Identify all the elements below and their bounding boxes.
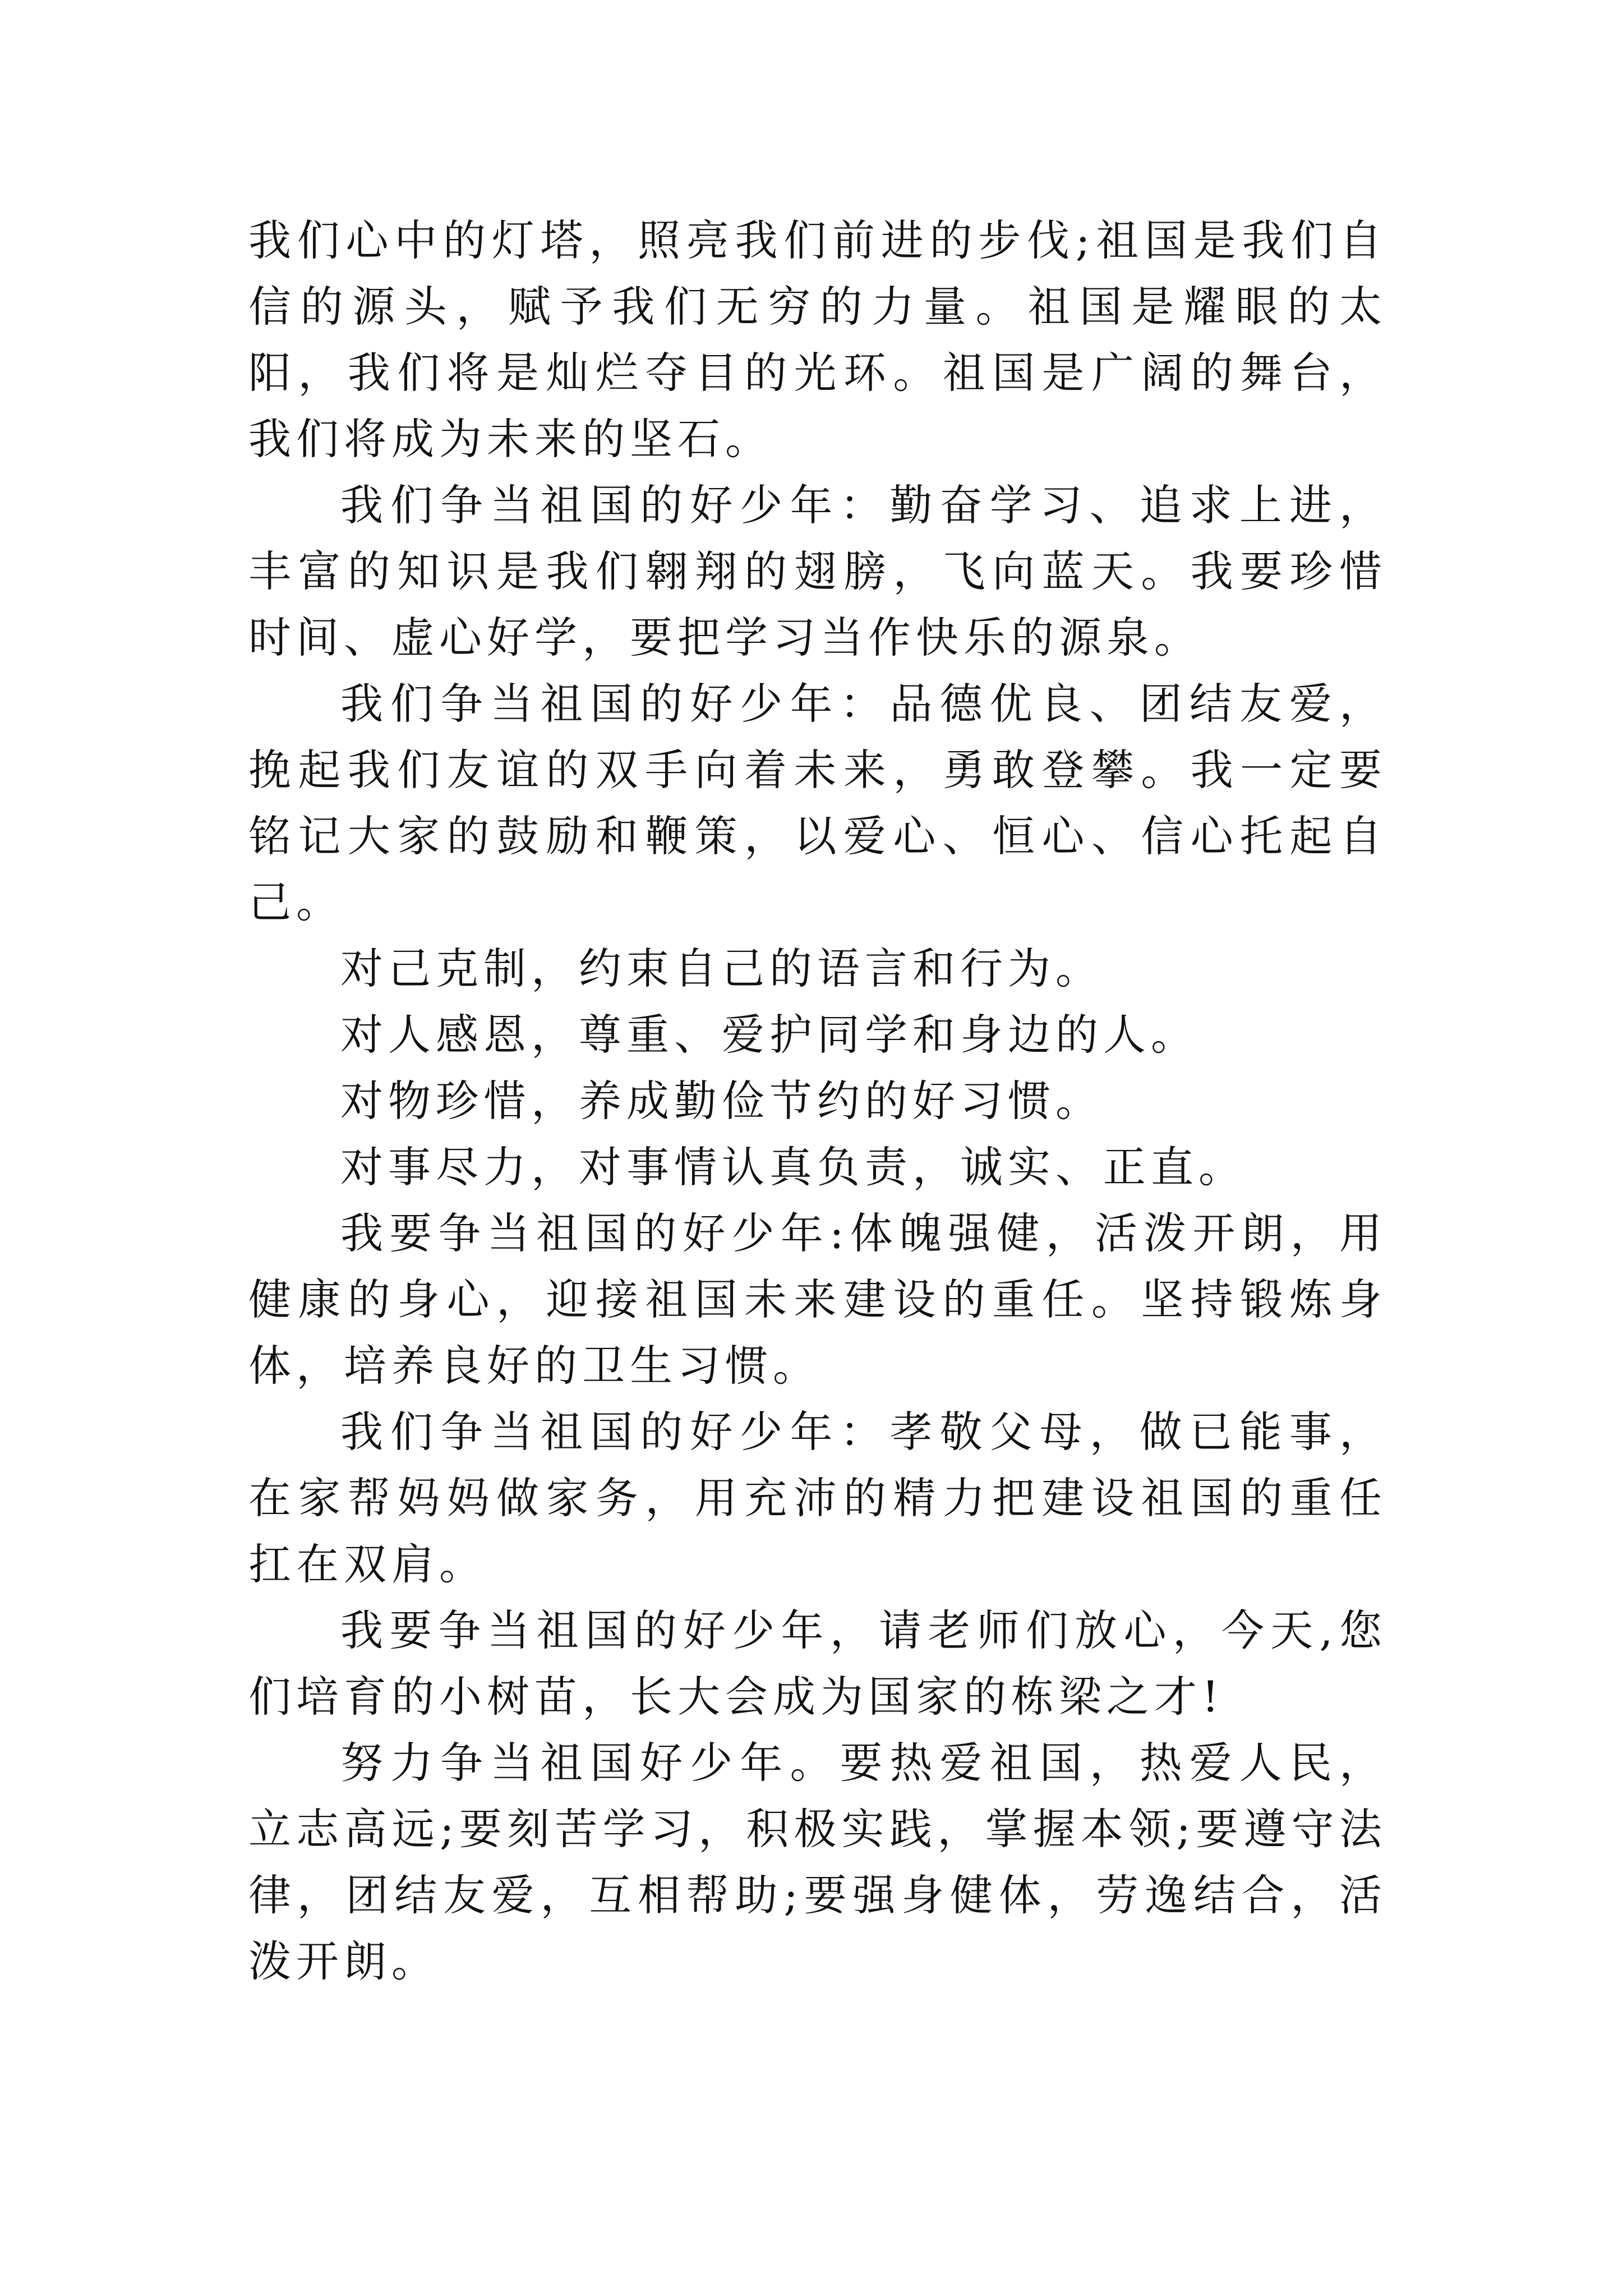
paragraph: 努力争当祖国好少年。要热爱祖国，热爱人民，立志高远;要刻苦学习，积极实践，掌握本领;要遵守法律，团结友爱，互相帮助;要强身健体，劳逸结合，活泼开朗。 (248, 1738, 1387, 1986)
paragraph: 我们争当祖国的好少年：品德优良、团结友爱，挽起我们友谊的双手向着未来，勇敢登攀。我一定要铭记大家的鼓励和鞭策，以爱心、恒心、信心托起自己。 (248, 679, 1387, 927)
paragraph: 对物珍惜，养成勤俭节约的好习惯。 (340, 1076, 1103, 1126)
paragraph: 对事尽力，对事情认真负责，诚实、正直。 (340, 1142, 1246, 1192)
paragraph-continued: 我们心中的灯塔，照亮我们前进的步伐;祖国是我们自信的源头，赋予我们无穷的力量。祖国是耀眼的太阳，我们将是灿烂夺目的光环。祖国是广阔的舞台，我们将成为未来的坚石。 (248, 215, 1387, 464)
paragraph: 我要争当祖国的好少年:体魄强健，活泼开朗，用健康的身心，迎接祖国未来建设的重任。坚持锻炼身体，培养良好的卫生习惯。 (248, 1208, 1387, 1391)
paragraph: 我要争当祖国的好少年，请老师们放心，今天,您们培育的小树苗，长大会成为国家的栋梁之才! (248, 1605, 1387, 1722)
paragraph: 对己克制，约束自己的语言和行为。 (340, 944, 1103, 993)
paragraph: 对人感恩，尊重、爱护同学和身边的人。 (340, 1010, 1198, 1060)
document-body (248, 208, 1387, 1995)
paragraph: 我们争当祖国的好少年：孝敬父母，做已能事，在家帮妈妈做家务，用充沛的精力把建设祖国的重任扛在双肩。 (248, 1407, 1387, 1589)
paragraph: 我们争当祖国的好少年：勤奋学习、追求上进，丰富的知识是我们翱翔的翅膀，飞向蓝天。我要珍惜时间、虚心好学，要把学习当作快乐的源泉。 (248, 480, 1387, 662)
